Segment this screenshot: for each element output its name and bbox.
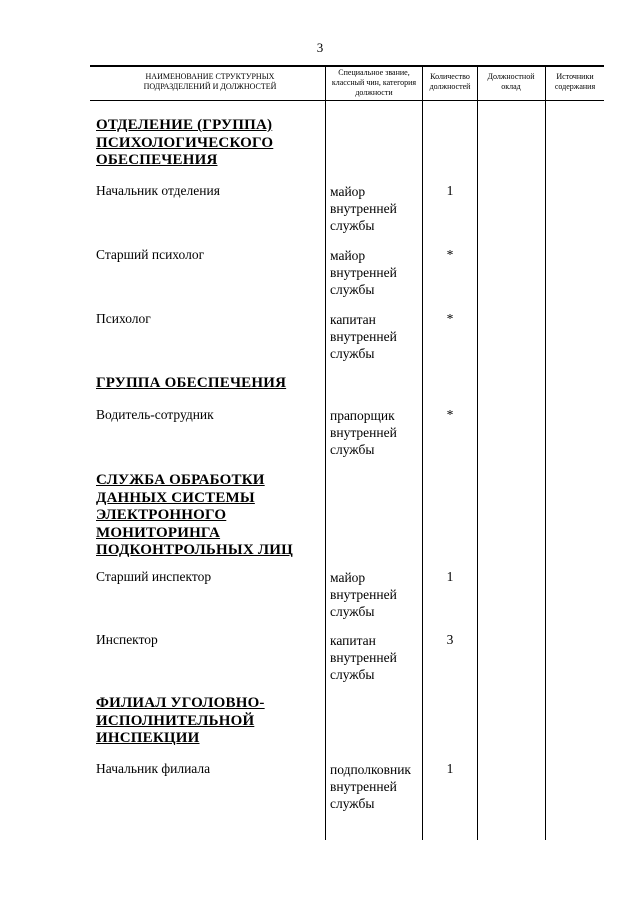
header-quantity-column: Количество должностей xyxy=(429,72,471,91)
column-divider xyxy=(545,66,546,840)
quantity-value: 1 xyxy=(446,569,454,584)
section-title: ФИЛИАЛ УГОЛОВНО-ИСПОЛНИТЕЛЬНОЙ ИНСПЕКЦИИ xyxy=(96,695,265,746)
position-name: Старший инспектор xyxy=(96,569,212,584)
section-title: ОТДЕЛЕНИЕ (ГРУППА) ПСИХОЛОГИЧЕСКОГО ОБЕСПЕЧЕНИЯ xyxy=(96,117,274,168)
quantity-value: 1 xyxy=(446,183,454,198)
rank-value: капитан внутренней службы xyxy=(330,633,397,682)
header-name-column: НАИМЕНОВАНИЕ СТРУКТУРНЫХ ПОДРАЗДЕЛЕНИЙ И ДОЛЖНОСТЕЙ xyxy=(143,72,277,91)
rank-value: подполковник внутренней службы xyxy=(330,762,411,811)
quantity-value: * xyxy=(446,247,454,262)
quantity-value: * xyxy=(446,311,454,326)
table-header-border xyxy=(90,100,604,101)
position-name: Начальник филиала xyxy=(96,761,211,776)
section-title: СЛУЖБА ОБРАБОТКИ ДАННЫХ СИСТЕМЫ ЭЛЕКТРОННОГО МОНИТОРИНГА ПОДКОНТРОЛЬНЫХ ЛИЦ xyxy=(96,472,293,558)
column-divider xyxy=(477,66,478,840)
position-name: Психолог xyxy=(96,311,151,326)
quantity-value: 1 xyxy=(446,761,454,776)
quantity-value: * xyxy=(446,407,454,422)
position-name: Начальник отделения xyxy=(96,183,220,198)
header-source-column: Источники содержания xyxy=(554,72,596,91)
rank-value: капитан внутренней службы xyxy=(330,312,397,361)
rank-value: майор внутренней службы xyxy=(330,570,397,619)
rank-value: майор внутренней службы xyxy=(330,248,397,297)
rank-value: майор внутренней службы xyxy=(330,184,397,233)
section-title: ГРУППА ОБЕСПЕЧЕНИЯ xyxy=(96,375,287,391)
position-name: Инспектор xyxy=(96,632,158,647)
column-divider xyxy=(422,66,423,840)
quantity-value: 3 xyxy=(446,632,454,647)
position-name: Водитель-сотрудник xyxy=(96,407,214,422)
position-name: Старший психолог xyxy=(96,247,205,262)
table-top-border xyxy=(90,65,604,67)
rank-value: прапорщик внутренней службы xyxy=(330,408,397,457)
header-rank-column: Специальное звание, классный чин, категория должности xyxy=(331,68,417,97)
page-number: 3 xyxy=(316,40,324,55)
column-divider xyxy=(325,66,326,840)
header-salary-column: Должностной оклад xyxy=(487,72,535,91)
